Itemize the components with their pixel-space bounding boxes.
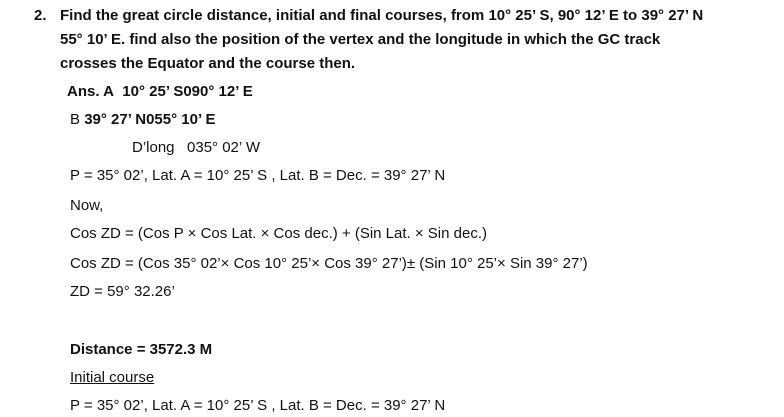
- p-lat-line-1: P = 35° 02’, Lat. A = 10° 25’ S , Lat. B = Dec. = 39° 27’ N: [70, 167, 446, 184]
- initial-course-heading: Initial course: [70, 369, 155, 386]
- cos-zd-values: Cos ZD = (Cos 35° 02’× Cos 10° 25’× Cos 39° 27’)± (Sin 10° 25’× Sin 39° 27’): [70, 255, 588, 272]
- cos-zd-formula: Cos ZD = (Cos P × Cos Lat. × Cos dec.) + (Sin Lat. × Sin dec.): [70, 225, 487, 242]
- now-line: Now,: [70, 197, 104, 214]
- answer-label: Ans. A: [67, 83, 114, 100]
- question-line-1: Find the great circle distance, initial and final courses, from 10° 25’ S, 90° 12’ E to 39° 27’ N: [60, 7, 704, 24]
- p-lat-line-2: P = 35° 02’, Lat. A = 10° 25’ S , Lat. B = Dec. = 39° 27’ N: [70, 397, 446, 414]
- distance-result: Distance = 3572.3 M: [70, 341, 213, 358]
- point-a-value: 10° 25’ S090° 12’ E: [122, 83, 253, 100]
- answer-point-b: [70, 110, 215, 129]
- point-b-value: 39° 27’ N055° 10’ E: [84, 111, 216, 128]
- question-line-2: 55° 10’ E. find also the position of the vertex and the longitude in which the GC track: [60, 31, 661, 48]
- answer-point-a: [67, 82, 253, 101]
- dlong-line: D’long 035° 02’ W: [132, 139, 261, 156]
- question-line-3: crosses the Equator and the course then.: [60, 55, 356, 72]
- question-number: 2.: [34, 7, 47, 24]
- point-b-label: B: [70, 111, 81, 128]
- zd-result: ZD = 59° 32.26’: [70, 283, 175, 300]
